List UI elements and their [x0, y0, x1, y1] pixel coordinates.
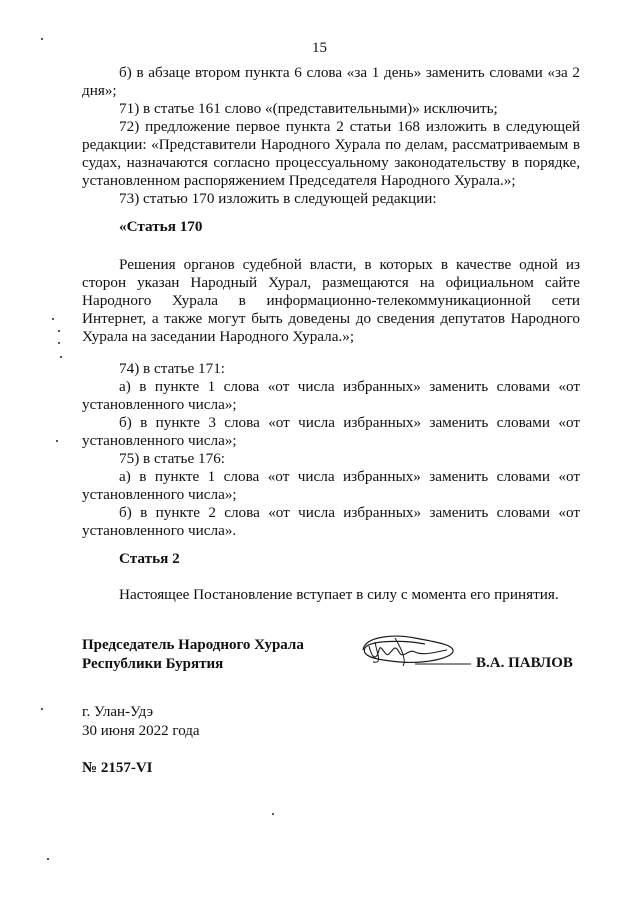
paragraph-74b: б) в пункте 3 слова «от числа избранных» заменить словами «от установленного числа»; [82, 414, 580, 449]
document-number: № 2157-VI [82, 760, 153, 776]
amendments-block [82, 64, 580, 208]
date: 30 июня 2022 года [82, 723, 200, 739]
paragraph-75b: б) в пункте 2 слова «от числа избранных» заменить словами «от установленного числа». [82, 504, 580, 539]
paragraph-74: 74) в статье 171: [119, 360, 226, 377]
paragraph-73: 73) статью 170 изложить в следующей редакции: [119, 190, 437, 207]
article-170-block [82, 256, 580, 346]
page-number: 15 [312, 40, 327, 56]
article-2-block [82, 586, 580, 604]
place: г. Улан-Удэ [82, 704, 154, 720]
article-2-heading: Статья 2 [119, 550, 180, 567]
paragraph-74a: а) в пункте 1 слова «от числа избранных» заменить словами «от установленного числа»; [82, 378, 580, 413]
scan-speck [52, 318, 54, 320]
items-74-75-block [82, 360, 580, 540]
place-and-date [82, 703, 200, 741]
article-170-heading: «Статья 170 [119, 218, 203, 235]
paragraph-75: 75) в статье 176: [119, 450, 226, 467]
handwritten-signature [355, 628, 473, 676]
scan-speck [47, 858, 49, 860]
scan-speck [272, 813, 274, 815]
article-170-text: Решения органов судебной власти, в которых в качестве одной из сторон указан Народный Хурал, размещаются на официальном сайте Народного Хурала в информационно-телекоммуникационной сети Интернет, а также могут быть доведены до сведения депутатов Народного Хурала на заседании Народного Хурала.»; [82, 256, 580, 345]
signatory-title-line2: Республики Бурятия [82, 656, 224, 672]
signatory-title [82, 636, 304, 674]
signatory-name: В.А. ПАВЛОВ [476, 655, 573, 671]
paragraph-b: б) в абзаце втором пункта 6 слова «за 1 день» заменить словами «за 2 дня»; [82, 64, 580, 99]
paragraph-72: 72) предложение первое пункта 2 статьи 168 изложить в следующей редакции: «Представители Народного Хурала по делам, рассматриваемым в судах, назначаются согласно процессуальному законодательству в порядке, установленном распоряжением Председателя Народного Хурала.»; [82, 118, 580, 189]
scan-speck [56, 440, 58, 442]
scan-speck [58, 342, 60, 344]
scan-speck [41, 38, 43, 40]
article-2-text: Настоящее Постановление вступает в силу с момента его принятия. [119, 586, 559, 603]
scan-speck [60, 356, 62, 358]
scan-speck [58, 330, 60, 332]
paragraph-75a: а) в пункте 1 слова «от числа избранных» заменить словами «от установленного числа»; [82, 468, 580, 503]
paragraph-71: 71) в статье 161 слово «(представительными)» исключить; [119, 100, 498, 117]
scan-speck [41, 708, 43, 710]
signatory-title-line1: Председатель Народного Хурала [82, 637, 304, 653]
